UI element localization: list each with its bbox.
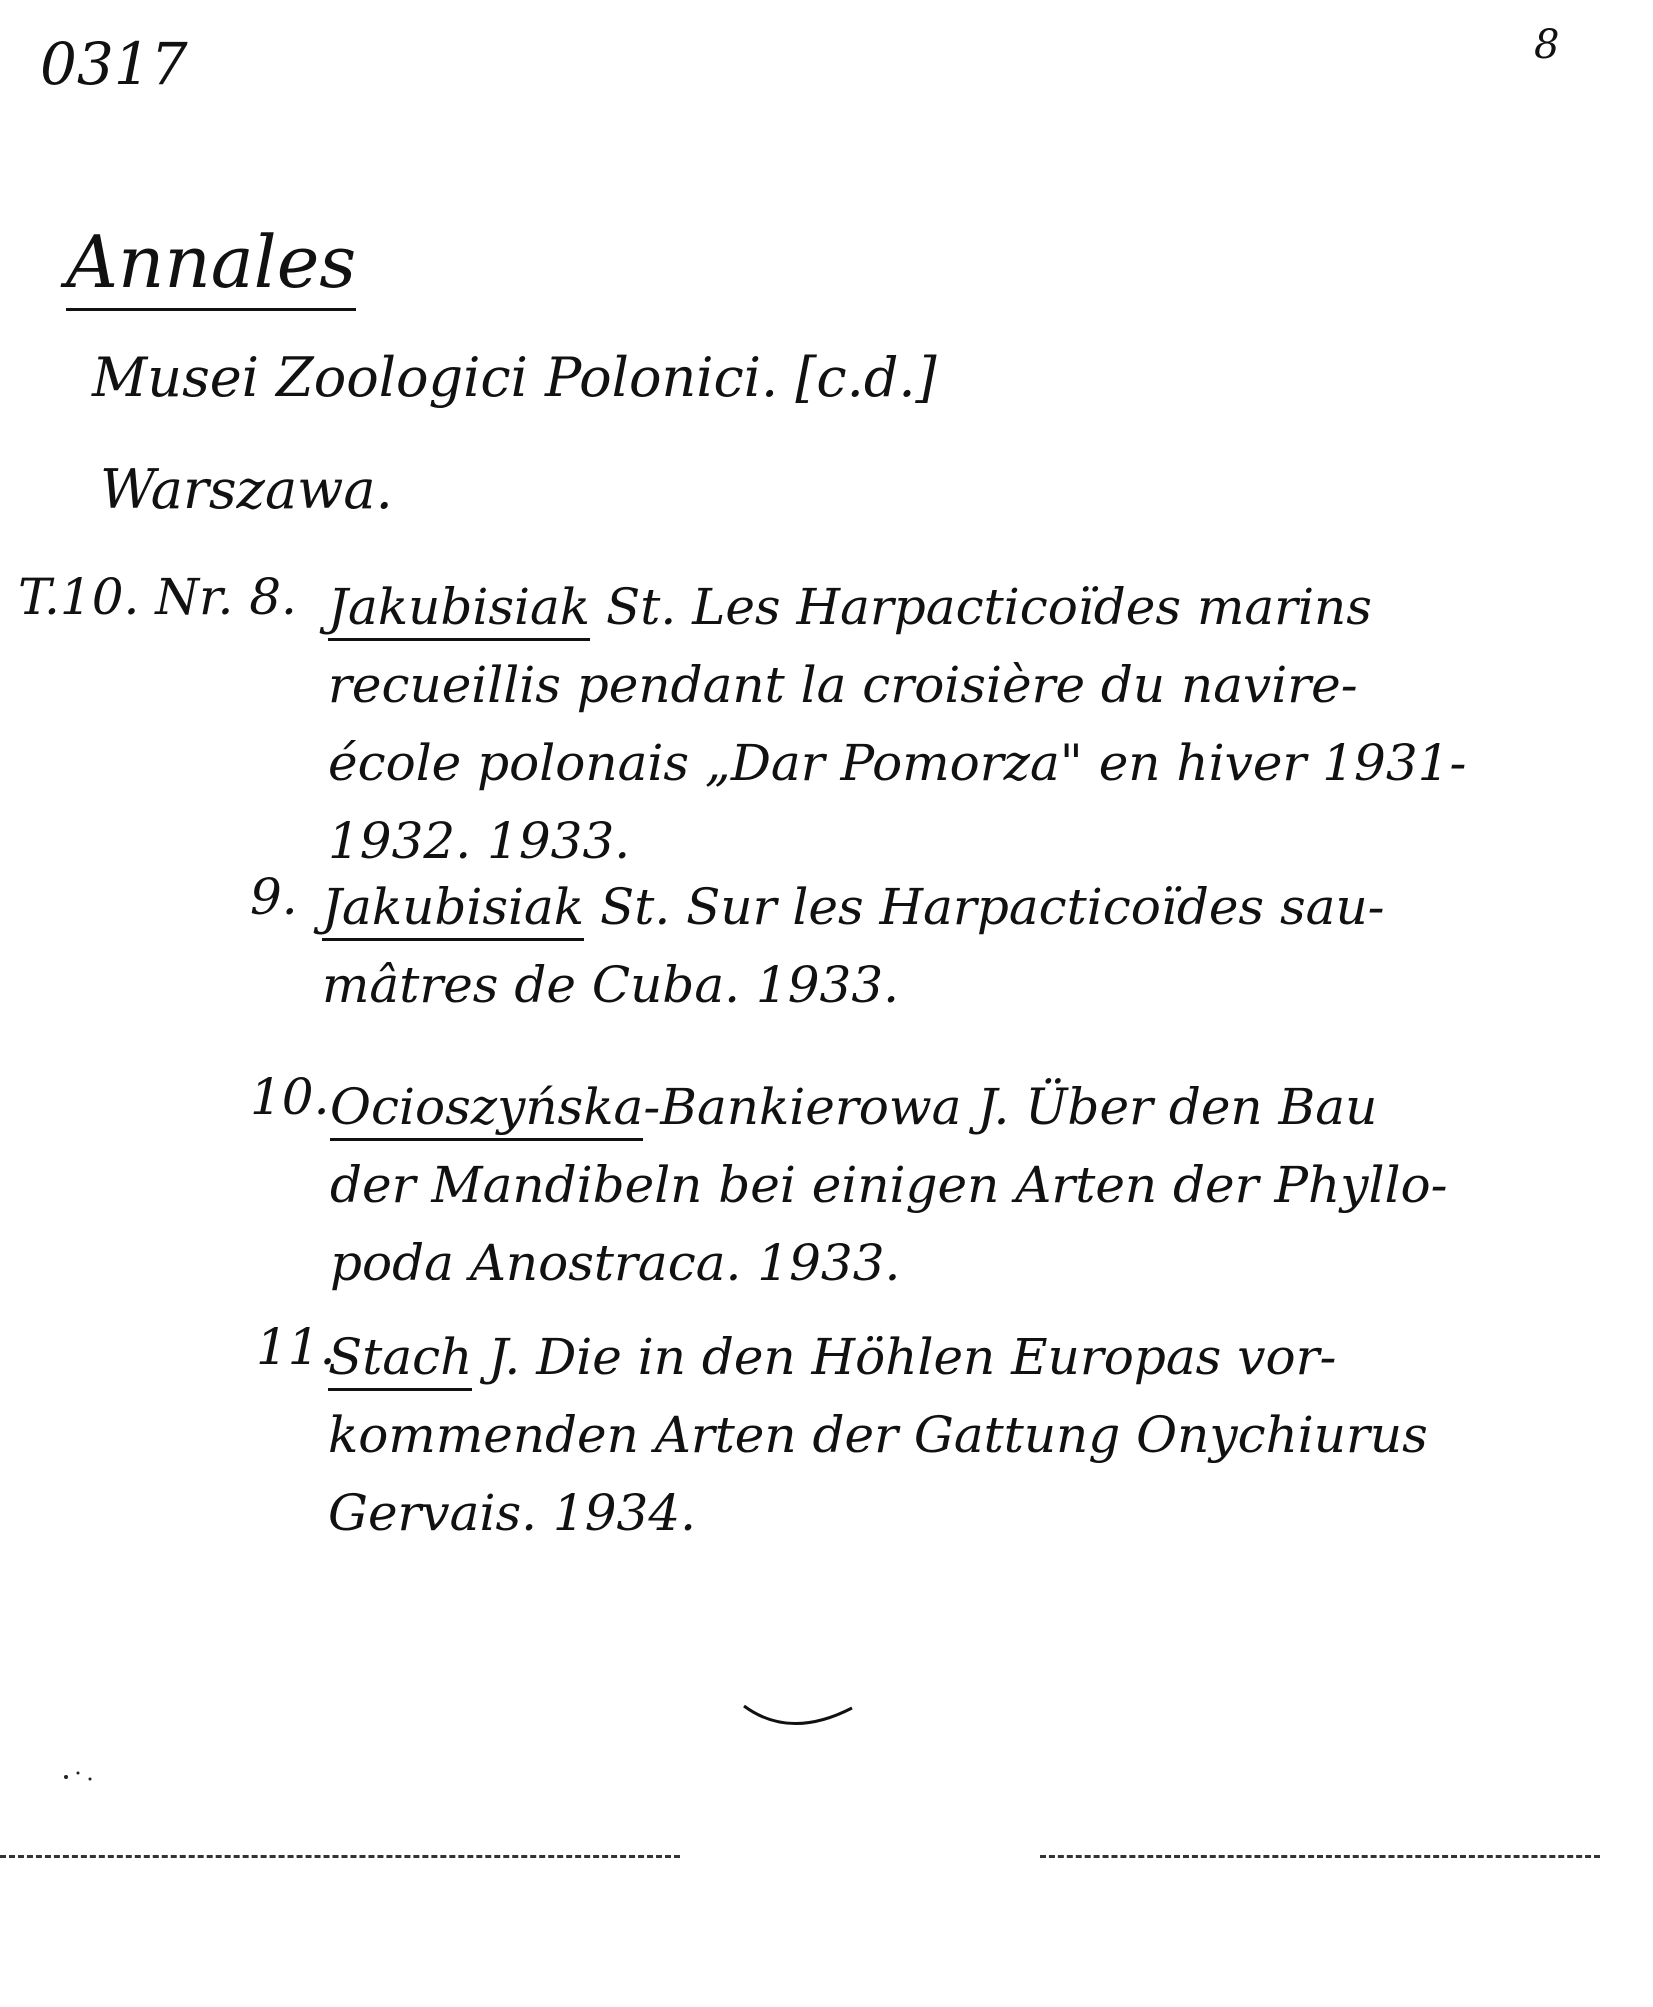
entry-text: J. Die in den Höhlen Europas vor- [472, 1328, 1337, 1386]
entry-text: kommenden Arten der Gattung Onychiurus [328, 1406, 1428, 1464]
card-id: 0317 [40, 30, 188, 98]
entry-label: 10. [250, 1068, 330, 1126]
entry-author: Jakubisiak [322, 878, 584, 941]
entry-text: poda Anostraca. 1933. [330, 1234, 901, 1292]
entry-label: 11. [256, 1318, 336, 1376]
entry-text: St. Sur les Harpacticoïdes sau- [584, 878, 1385, 936]
bibliography-entry [328, 1318, 1428, 1552]
entry-label: T.10. Nr. 8. [18, 568, 297, 626]
entry-text: école polonais „Dar Pomorza" en hiver 1931- [328, 734, 1467, 792]
entry-author: Stach [328, 1328, 472, 1391]
entry-text: recueillis pendant la croisière du navire- [328, 656, 1358, 714]
bibliography-entry [322, 868, 1385, 1024]
entry-text: Gervais. 1934. [328, 1484, 697, 1542]
journal-title: Annales [66, 220, 356, 311]
entry-author: Jakubisiak [328, 578, 590, 641]
bottom-rule-right [1040, 1855, 1600, 1858]
entry-text: der Mandibeln bei einigen Arten der Phyllo- [330, 1156, 1448, 1214]
entry-text: -Bankierowa J. Über den Bau [643, 1078, 1378, 1136]
entry-label: 9. [250, 868, 298, 926]
bibliography-entry [330, 1068, 1447, 1302]
end-flourish [740, 1700, 860, 1740]
bottom-rule-left [0, 1855, 680, 1858]
publication-city: Warszawa. [100, 458, 393, 521]
entry-author: Ocioszyńska [330, 1078, 643, 1141]
bibliography-entry [328, 568, 1466, 880]
journal-subtitle: Musei Zoologici Polonici. [c.d.] [92, 346, 937, 409]
page-number: 8 [1534, 22, 1560, 68]
entry-text: mâtres de Cuba. 1933. [322, 956, 900, 1014]
ink-specks [60, 1765, 100, 1785]
entry-text: St. Les Harpacticoïdes marins [590, 578, 1372, 636]
entry-text: 1932. 1933. [328, 812, 631, 870]
